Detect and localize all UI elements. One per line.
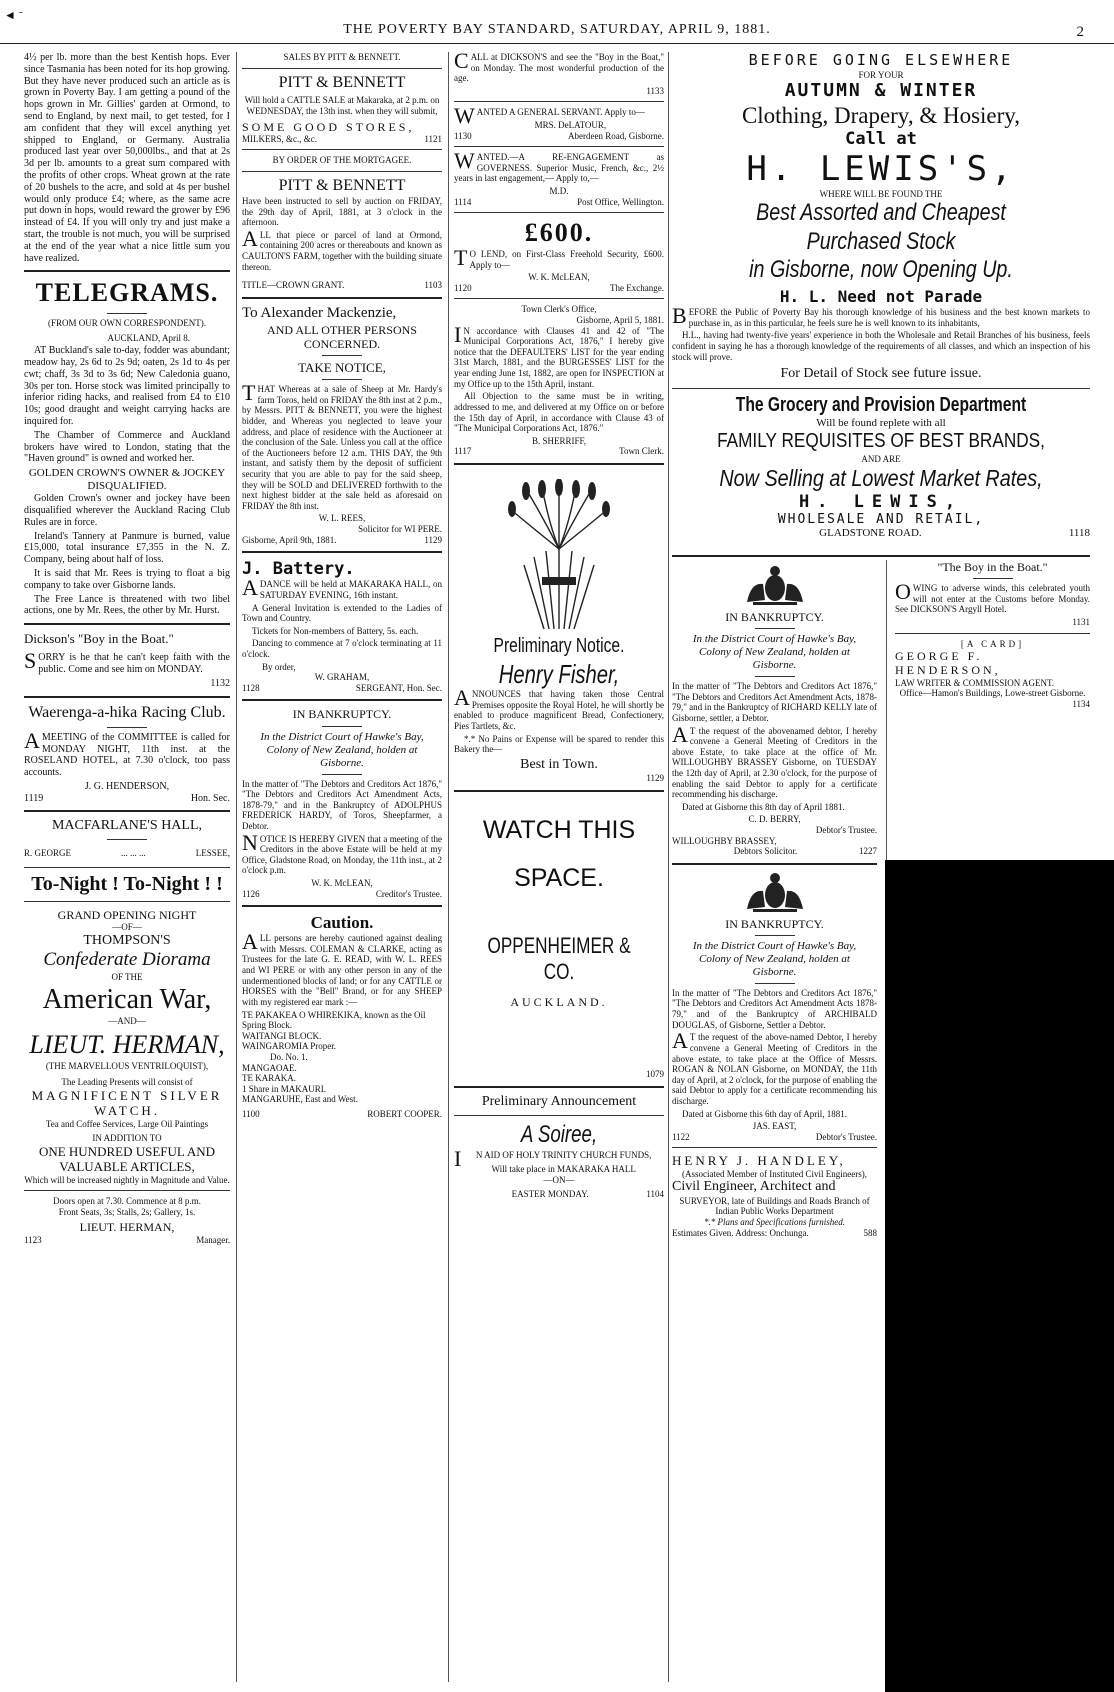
- telegram-para: It is said that Mr. Rees is trying to float a big company to take over Gisborne lands.: [24, 567, 230, 591]
- hall-lessee-label: LESSEE,: [195, 848, 230, 858]
- divider: [895, 633, 1090, 634]
- column-rule: [448, 52, 449, 1682]
- selling-label-text: Now Selling at Lowest Market Rates,: [719, 464, 1043, 491]
- ad-number: 1122: [672, 1131, 690, 1142]
- grocery-heading-text: The Grocery and Provision Department: [735, 393, 1027, 416]
- clerk-notice: IN accordance with Clauses 41 and 42 of "The Municipal Corporations Act, 1876," I hereby give notice that the DEFAULTERS' LIST for the year ending 31st March, 1881, and the BURGESSES' LIST for the year ending June 1st, 1882, are open for INSPECTION at my Office up to the 15th April, instant.: [454, 321, 664, 389]
- experience-text: H.L., having had twenty-five years' experience in both the Wholesale and Retail Branches of his business, feels confident in saying he has a thorough knowledge of the requirements of all classes, and which an inspection of his stock will prove.: [672, 330, 1090, 362]
- ad-number: 1114: [454, 196, 472, 207]
- ad-number: 1119: [24, 792, 44, 804]
- column-2: [242, 52, 442, 1684]
- signature-role: Debtors Solicitor.: [733, 846, 798, 857]
- ad-number: 1120: [454, 282, 472, 293]
- cattle-sale-text: Will hold a CATTLE SALE at Makaraka, at 2 p.m. on WEDNESDAY, the 13th inst. when they will submit,: [244, 95, 440, 117]
- family-requisites: [672, 430, 1090, 454]
- divider: [755, 983, 795, 984]
- court-label: In the District Court of Hawke's Bay, Colony of New Zealand, holden at Gisborne.: [260, 730, 424, 769]
- ventriloquist-label: (THE MARVELLOUS VENTRILOQUIST),: [45, 1060, 209, 1071]
- royal-crest-icon: [743, 564, 807, 606]
- page-number: 2: [1076, 24, 1084, 40]
- block-item: WAITANGI BLOCK.: [242, 1030, 322, 1041]
- divider: [24, 867, 230, 868]
- of-the-label: OF THE: [111, 971, 143, 982]
- ad-number: 1130: [454, 130, 472, 141]
- doors-label: Doors open at 7.30. Commence at 8 p.m.: [53, 1196, 201, 1207]
- clerk-office: Town Clerk's Office,: [521, 304, 597, 315]
- newspaper-title: THE POVERTY BAY STANDARD, SATURDAY, APRIL 9, 1881.: [343, 22, 771, 37]
- grand-opening: GRAND OPENING NIGHT: [57, 908, 197, 923]
- divider: [672, 388, 1090, 389]
- watch-this: WATCH THIS: [482, 816, 636, 844]
- found-label: Will be found replete with all: [816, 417, 946, 430]
- divider: [24, 810, 230, 812]
- presents-label: The Leading Presents will consist of: [61, 1077, 193, 1088]
- bankruptcy-heading: IN BANKRUPTCY.: [725, 610, 824, 624]
- of-label: —OF—: [112, 922, 142, 933]
- before-going: BEFORE GOING ELSEWHERE: [748, 52, 1014, 69]
- notice-date: Gisborne, April 9th, 1881.: [242, 534, 337, 545]
- office-label: Office—Hamon's Buildings, Lowe-street Gisborne.: [899, 688, 1086, 699]
- dance-text: ADANCE will be held at MAKARAKA HALL, on SATURDAY EVENING, 16th instant.: [242, 575, 442, 601]
- telegram-para: AT Buckland's sale to-day, fodder was abundant; meadow hay, 2s 6d to 2s 9d; oaten, 2s 1d to 4s per cwt; chaff, 3s 3d to 3s 6d; New Caledonia guano, 30s per ton. Horse stock was limited principally to inferior riding hacks, and realised from £4 to £10 10s; good draught and weight carrying hacks are inquired for.: [24, 345, 230, 428]
- for-your: FOR YOUR: [858, 69, 904, 80]
- auckland-label: AUCKLAND.: [510, 994, 608, 1009]
- increased-label: Which will be increased nightly in Magnitude and Value.: [24, 1174, 230, 1185]
- divider: [672, 1147, 877, 1148]
- ad-number: 1132: [210, 678, 230, 690]
- card-label: [A CARD]: [960, 638, 1025, 649]
- preliminary-notice-text: Preliminary Notice.: [493, 634, 625, 657]
- hops-article: 4½ per lb. more than the best Kentish hops. Ever since Tasmania has been noted for its hop growing. But they have never produced such an article as is grown in Poverty Bay. I am getting a pound of the hops grown in Mr. Gillies' garden at Ormond, to send to England, by next mail, to get tested, for I am confident that they will excel anything yet shipped to England, or Germany. Australia produced last year over 50,000lbs., and that at 2s 3d per lb. amounts to a great sum compared with the profits of other crops. Wheat grown at the rate of 20 bushels to the acre, and sold at 4s per bushel would only produce £4; where, as the same acre put down in hops, would reward the grower by £96 instead of £4. If you will only try and just make a start, the trouble is not much, you will be surprised at the end of the year what a nice little sum you have realized.: [24, 52, 230, 264]
- divider: [454, 790, 664, 792]
- signature-role: Manager.: [196, 1234, 230, 1245]
- divider: [107, 727, 147, 728]
- objection-text: All Objection to the same must be in writing, addressed to me, and delivered at my Office on or before the 15th day of April, in accordance with Clause 43 of "The Municipal Corporations Act, 1876.": [454, 391, 664, 434]
- clothing-label: Clothing, Drapery, & Hosiery,: [741, 102, 1021, 128]
- boy-in-boat-title: "The Boy in the Boat.": [937, 560, 1048, 574]
- ad-number: 1128: [242, 682, 260, 693]
- title-crown-grant: TITLE—CROWN GRANT.: [242, 280, 345, 291]
- servant-name: MRS. DeLATOUR,: [534, 120, 607, 131]
- ad-number: 1134: [1072, 698, 1090, 709]
- pitt-bennett-heading: PITT & BENNETT: [278, 177, 406, 195]
- lend-text: TO LEND, on First-Class Freehold Security, £600. Apply to—: [454, 244, 664, 270]
- bankruptcy-matter: In the matter of "The Debtors and Creditors Act 1876," "The Debtors and Creditors Act Amendment Acts, 1878-79," and in the Bankruptcy of ADOLPHUS FREDERICK HARDY, of Toros, Sheepfarmer, a Debtor.: [242, 778, 442, 831]
- oppenheimer-text: OPPENHEIMER & CO.: [487, 933, 631, 984]
- divider: [24, 901, 230, 902]
- signature-role: Creditor's Trustee.: [375, 888, 442, 899]
- divider: [24, 696, 230, 698]
- divider: [454, 298, 664, 299]
- divider: [24, 623, 230, 625]
- best-in-town: Best in Town.: [520, 756, 598, 772]
- by-order: By order,: [262, 661, 296, 672]
- ad-number: 1129: [424, 534, 442, 545]
- servant-address: Aberdeen Road, Gisborne.: [568, 130, 664, 141]
- block-list: [242, 1010, 442, 1105]
- column-4b: [895, 560, 1090, 850]
- h-lewis: H. LEWIS,: [798, 491, 964, 512]
- bankruptcy-request: AT the request of the above-named Debtor, I hereby convene a General Meeting of Creditors in the above estate, to take place at the Office of Messrs. ROGAN & NOLAN Gisborne, on MONDAY, the 11th day of April, at 2 o'clock, for the purpose of enabling the said Debtor to apply for a certificate recommending his discharge.: [672, 1028, 877, 1106]
- dateline: AUCKLAND, April 8.: [107, 332, 190, 343]
- signature: J. G. HENDERSON,: [84, 780, 170, 792]
- caution-heading: Caution.: [310, 913, 374, 933]
- bankruptcy-request: AT the request of the abovenamed debtor, I hereby convene a General Meeting of Creditors in the above Estate, to take place at the office of Mr. WILLOUGHBY BRASSEY Gisborne, on TUESDAY the 12th day of April, at 2.30 o'clock, for the purpose of enabling the said Debtor to apply for a certificate recommending his discharge.: [672, 721, 877, 800]
- servant-text: WANTED A GENERAL SERVANT. Apply to—: [454, 103, 645, 129]
- gladstone-road: GLADSTONE ROAD.: [819, 527, 922, 540]
- court-label: In the District Court of Hawke's Bay, Colony of New Zealand, holden at Gisborne.: [692, 633, 857, 672]
- tickets-text: Tickets for Non-members of Battery, 5s. each.: [252, 625, 419, 636]
- column-4a: [672, 560, 877, 1680]
- bankruptcy-heading: IN BANKRUPTCY.: [725, 916, 824, 931]
- page-corner-mark: ◄ ˉ: [4, 8, 23, 22]
- hall-lessee-name: R. GEORGE: [24, 848, 71, 858]
- american-war: American War,: [42, 983, 212, 1015]
- signature: JAS. EAST,: [752, 1121, 797, 1132]
- handley-name: HENRY J. HANDLEY,: [672, 1153, 846, 1169]
- racing-club-title: Waerenga-a-hika Racing Club.: [28, 703, 226, 721]
- grocery-heading: [672, 394, 1090, 418]
- divider: [242, 149, 442, 150]
- hall-title: MACFARLANE'S HALL,: [51, 818, 203, 834]
- loan-amount-heading: £600.: [524, 218, 594, 248]
- in-gisborne-text: in Gisborne, now Opening Up.: [749, 256, 1013, 284]
- signature: B. SHERRIFF,: [531, 435, 587, 446]
- divider: [454, 101, 664, 102]
- autumn-winter: AUTUMN & WINTER: [784, 80, 978, 102]
- henry-fisher: [454, 659, 664, 690]
- space-label: SPACE.: [514, 863, 604, 892]
- confederate-diorama: Confederate Diorama: [43, 949, 211, 971]
- ad-number: 1118: [1068, 527, 1090, 540]
- call-at: Call at: [845, 128, 917, 149]
- lewis-name: H. LEWIS'S,: [746, 148, 1016, 189]
- divider: [454, 212, 664, 213]
- estimates-label: Estimates Given. Address: Onchunga.: [672, 1227, 809, 1238]
- tea-services: Tea and Coffee Services, Large Oil Paintings: [45, 1118, 209, 1129]
- boy-in-boat-text: OWING to adverse winds, this celebrated youth will not enter at the Customs before Monday. See DICKSON'S Argyll Hotel.: [895, 579, 1090, 615]
- before-text: BEFORE the Public of Poverty Bay his thorough knowledge of his business and the best known markets to purchase in, as in this particular, he feels sure he is well known to its inhabitants,: [672, 303, 1090, 329]
- royal-crest-icon: [743, 871, 807, 913]
- ad-number: 1100: [242, 1109, 260, 1119]
- telegram-para: The Free Lance is threatened with two libel actions, one by Mr. Rees, the other by Mr. Hurst.: [24, 593, 230, 617]
- telegrams-heading: TELEGRAMS.: [35, 278, 219, 308]
- caution-text: ALL persons are hereby cautioned against dealing with Messrs. COLEMAN & CLARKE, acting as Trustees for the late G. E. READ, with W. L. REES and WI PERE or with any other person in any of the undermentioned blocks of land; or for any CATTLE or HORSES with the "Bell" Brand, or for any SHEEP with my registered ear mark :—: [242, 929, 442, 1007]
- on-label: —ON—: [543, 1174, 575, 1185]
- column-3: [454, 52, 664, 1684]
- ad-number: 588: [863, 1227, 877, 1238]
- in-addition: IN ADDITION TO: [92, 1133, 162, 1144]
- column-1: [24, 52, 230, 1684]
- pitt-bennett-heading: PITT & BENNETT: [278, 73, 406, 91]
- lend-address: The Exchange.: [610, 282, 664, 293]
- and-are: AND ARE: [861, 453, 901, 464]
- divider: [322, 774, 362, 775]
- governess-address: Post Office, Wellington.: [577, 196, 664, 207]
- call-dickson-text: CALL at DICKSON'S and see the "Boy in the Boat," on Monday. The most wonderful production of the age.: [454, 52, 664, 84]
- lieut-herman-heading: LIEUT. HERMAN,: [29, 1030, 225, 1060]
- soiree-heading: [454, 1121, 664, 1149]
- lend-name: W. K. McLEAN,: [528, 272, 590, 283]
- divider: [672, 555, 1090, 557]
- divider: [454, 1086, 664, 1088]
- plans-label: *.* Plans and Specifications furnished.: [704, 1217, 845, 1228]
- telegram-para: The Chamber of Commerce and Auckland brokers have wired to London, stating that the "Haven ground" is owned and worked her.: [24, 429, 230, 465]
- divider: [454, 146, 664, 147]
- divider: [107, 839, 147, 840]
- court-label: In the District Court of Hawke's Bay, Colony of New Zealand, holden at Gisborne.: [692, 939, 857, 978]
- watch-label: WATCH.: [93, 1103, 161, 1119]
- magnificent-silver: MAGNIFICENT SILVER: [31, 1088, 223, 1104]
- signature: WILLOUGHBY BRASSEY,: [672, 835, 777, 846]
- telegram-para: Golden Crown's owner and jockey have been disqualified wherever the Auckland Racing Club Rules are in force.: [24, 493, 230, 528]
- signature: C. D. BERRY,: [748, 814, 801, 825]
- ad-number: 1123: [24, 1234, 42, 1245]
- pains-text: *.* No Pains or Expense will be spared to render this Bakery the—: [454, 733, 664, 755]
- divider: [322, 726, 362, 727]
- block-item: TE PAKAKEA O WHIREKIKA, known as the Oil Spring Block.: [242, 1009, 426, 1031]
- hall-dots: ... ... ...: [120, 848, 146, 858]
- civil-engineer: Civil Engineer, Architect and: [672, 1179, 836, 1195]
- governess-text: WANTED.—A RE-ENGAGEMENT as GOVERNESS. Superior Music, French, &c., 2½ years in last engagement,— Apply to,—: [454, 148, 664, 184]
- bankruptcy-heading: IN BANKRUPTCY.: [292, 707, 392, 722]
- clerk-date: Gisborne, April 5, 1881.: [576, 315, 664, 326]
- ad-number: 1079: [646, 1069, 664, 1080]
- divider: [973, 578, 1013, 579]
- ad-number: 1133: [646, 85, 664, 96]
- divider: [242, 297, 442, 299]
- where-label: WHERE WILL BE FOUND THE: [819, 188, 943, 199]
- notice-text: THAT Whereas at a sale of Sheep at Mr. Hardy's farm Toros, held on FRIDAY the 8th inst at 2 p.m., by Messrs. PITT & BENNETT, you were the highest bidder, and Whereas you neglected to leave your address, and place of residence with the Auctioneer at the conclusion of the Sale. Unless you call at the office of the Auctioneers before 12 a.m. THIS DAY, the 9th instant, and satisfy them by the deposit of sufficient security that you are able to pay for the said sheep, they will be SOLD and DELIVERED forthwith to the next highest bidder at the sale held as aforesaid on FRIDAY the 8th inst.: [242, 380, 442, 511]
- signature-role: Hon. Sec.: [190, 792, 230, 804]
- column-rule: [886, 560, 887, 860]
- lewis-advertisement: [672, 52, 1090, 552]
- divider: [322, 355, 362, 356]
- divider: [242, 68, 442, 69]
- and-label: —AND—: [108, 1015, 146, 1026]
- battery-heading: J. Battery.: [242, 559, 355, 580]
- auction-text: Have been instructed to sell by auction on FRIDAY, the 29th day of April, 1881, at 3 o'clock in the afternoon.: [242, 195, 442, 228]
- divider: [454, 463, 664, 465]
- block-item: Do. No. 1.: [270, 1051, 308, 1062]
- block-item: 1 Share in MAKAURI.: [242, 1083, 326, 1094]
- wheat-sheaf-illustration: [504, 479, 614, 629]
- stores-label: SOME GOOD STORES,: [242, 119, 415, 134]
- ad-number: 1126: [242, 888, 260, 899]
- column-rule: [668, 52, 669, 1682]
- oppenheimer: [454, 933, 664, 985]
- sales-heading: SALES BY PITT & BENNETT.: [283, 52, 401, 62]
- dated-label: Dated at Gisborne this 6th day of April, 1881.: [682, 1108, 847, 1119]
- dancing-text: Dancing to commence at 7 o'clock terminating at 11 o'clock.: [242, 638, 442, 659]
- signature-role: Debtor's Trustee.: [815, 1131, 877, 1142]
- thompson-label: THOMPSON'S: [83, 932, 171, 948]
- ad-number: 1129: [646, 773, 664, 784]
- ad-number: 1227: [859, 846, 877, 857]
- bankruptcy-matter: In the matter of "The Debtors and Creditors Act 1876," "The Debtors and Creditors Act Amendment Acts 1878-79," and of the Bankruptcy of ARCHIBALD DOUGLAS, of Gisborne, Settler a Debtor.: [672, 987, 877, 1030]
- best-assorted-text: Best Assorted and Cheapest Purchased Stock: [756, 199, 1006, 255]
- divider: [672, 863, 877, 865]
- divider: [107, 313, 147, 314]
- block-item: TE KARAKA.: [242, 1073, 296, 1084]
- take-notice: TAKE NOTICE,: [298, 359, 386, 375]
- and-all-persons: AND ALL OTHER PERSONS CONCERNED.: [267, 322, 417, 351]
- tonight-heading: To-Night ! To-Night ! !: [31, 872, 223, 895]
- racing-club-text: AMEETING of the COMMITTEE is called for MONDAY NIGHT, 11th inst. at the ROSELAND HOTEL, at 7.30 o'clock, too pass accounts.: [24, 727, 230, 779]
- hundred-articles: ONE HUNDRED USEFUL AND VALUABLE ARTICLES,: [38, 1143, 216, 1175]
- telegram-headline: GOLDEN CROWN'S OWNER & JOCKEY DISQUALIFIED.: [28, 467, 226, 493]
- signature: W. L. REES,: [318, 513, 366, 524]
- ad-number: 1104: [646, 1189, 664, 1200]
- block-item: MANGARUHE, East and West.: [242, 1094, 358, 1105]
- divider: [322, 379, 362, 380]
- milkers-label: MILKERS, &c., &c.: [242, 133, 317, 144]
- divider: [755, 935, 795, 936]
- bankruptcy-notice: NOTICE IS HEREBY GIVEN that a meeting of the Creditors in the above Estate will be held at my Office, Gladstone Road, on Monday, the 11th inst., at 2 o'clock p.m.: [242, 829, 442, 876]
- column-rule: [236, 52, 237, 1682]
- dated-label: Dated at Gisborne this 8th day of April 1881.: [682, 801, 845, 812]
- land-text: ALL that piece or parcel of land at Ormond, containing 200 acres or thereabouts and known as CAULTON'S FARM, together with the building situate thereon.: [242, 225, 442, 272]
- bankruptcy-matter: In the matter of "The Debtors and Creditors Act 1876," "The Debtors and Creditors Act Amendment Acts, 1878-79," and in the Bankruptcy of RICHARD KELLY late of Gisborne, settler, a Debtor.: [672, 681, 877, 723]
- block-item: MANGAOAE.: [242, 1062, 297, 1073]
- selling-label: [672, 465, 1090, 492]
- invite-text: A General Invitation is extended to the Ladies of Town and Country.: [242, 602, 442, 624]
- best-assorted: [672, 199, 1090, 256]
- law-writer: LAW WRITER & COMMISSION AGENT.: [895, 677, 1055, 688]
- telegrams-subheading: (FROM OUR OWN CORRESPONDENT).: [47, 318, 206, 329]
- signature-role: Solicitor for WI PERE.: [358, 524, 442, 535]
- blacked-out-region: [885, 860, 1114, 1692]
- divider: [242, 551, 442, 553]
- signature: LIEUT. HERMAN,: [79, 1220, 175, 1235]
- divider: [242, 171, 442, 172]
- block-item: WAINGAROMIA Proper.: [242, 1041, 336, 1052]
- mortgagee-label: BY ORDER OF THE MORTGAGEE.: [272, 155, 412, 166]
- divider: [755, 628, 795, 629]
- signature-role: Town Clerk.: [619, 446, 664, 457]
- detail-label: For Detail of Stock see future issue.: [780, 366, 982, 382]
- soiree-text: IN AID OF HOLY TRINITY CHURCH FUNDS,: [454, 1145, 652, 1171]
- in-gisborne: [672, 256, 1090, 284]
- fisher-text: ANNOUNCES that having taken those Central Premises opposite the Royal Hotel, he will shortly be enabled to produce magnificent Bread, Confectionery, Pies Tartlets, &c.: [454, 685, 664, 732]
- dickson-ad-title: Dickson's "Boy in the Boat.": [24, 631, 174, 647]
- divider: [242, 905, 442, 907]
- signature: W. K. McLEAN,: [311, 877, 373, 888]
- signature-role: Debtor's Trustee.: [815, 824, 877, 835]
- ad-number: 1131: [1072, 616, 1090, 627]
- henry-fisher-text: Henry Fisher,: [498, 658, 620, 689]
- surveyor-label: SURVEYOR, late of Buildings and Roads Branch of Indian Public Works Department: [679, 1195, 870, 1217]
- divider: [454, 1115, 664, 1116]
- henderson-name: GEORGE F. HENDERSON,: [895, 649, 1001, 678]
- ad-number: 1121: [424, 133, 442, 144]
- signature-role: SERGEANT, Hon. Sec.: [355, 682, 442, 693]
- signature: ROBERT COOPER.: [367, 1109, 442, 1119]
- seats-label: Front Seats, 3s; Stalls, 2s; Gallery, 1s.: [58, 1206, 196, 1217]
- divider: [755, 676, 795, 677]
- to-alexander: To Alexander Mackenzie,: [242, 304, 397, 321]
- preliminary-notice: [454, 635, 664, 659]
- governess-initials: M.D.: [549, 186, 569, 197]
- easter-monday: EASTER MONDAY.: [511, 1189, 589, 1200]
- divider: [242, 699, 442, 701]
- need-not-parade: H. L. Need not Parade: [779, 287, 983, 307]
- handley-assoc: (Associated Member of Instituted Civil Engineers),: [682, 1168, 867, 1179]
- preliminary-announcement: Preliminary Announcement: [481, 1093, 637, 1109]
- masthead: [0, 0, 1114, 44]
- divider: [24, 270, 230, 272]
- wholesale-retail: WHOLESALE AND RETAIL,: [777, 511, 985, 527]
- ad-number: 1117: [454, 446, 472, 457]
- family-requisites-text: FAMILY REQUISITES OF BEST BRANDS,: [717, 430, 1045, 453]
- soiree-heading-text: A Soiree,: [520, 1121, 598, 1149]
- signature: W. GRAHAM,: [314, 672, 370, 683]
- telegram-para: Ireland's Tannery at Panmure is burned, value £15,000, total insurance £7,355 in the N. Z. Company, being about half of loss.: [24, 530, 230, 566]
- divider: [24, 1190, 230, 1191]
- soiree-place: Will take place in MAKARAKA HALL: [491, 1164, 636, 1175]
- ad-number: 1103: [424, 280, 442, 291]
- dickson-ad-text: SORRY is he that he can't keep faith with the public. Come and see him on MONDAY.: [24, 648, 230, 676]
